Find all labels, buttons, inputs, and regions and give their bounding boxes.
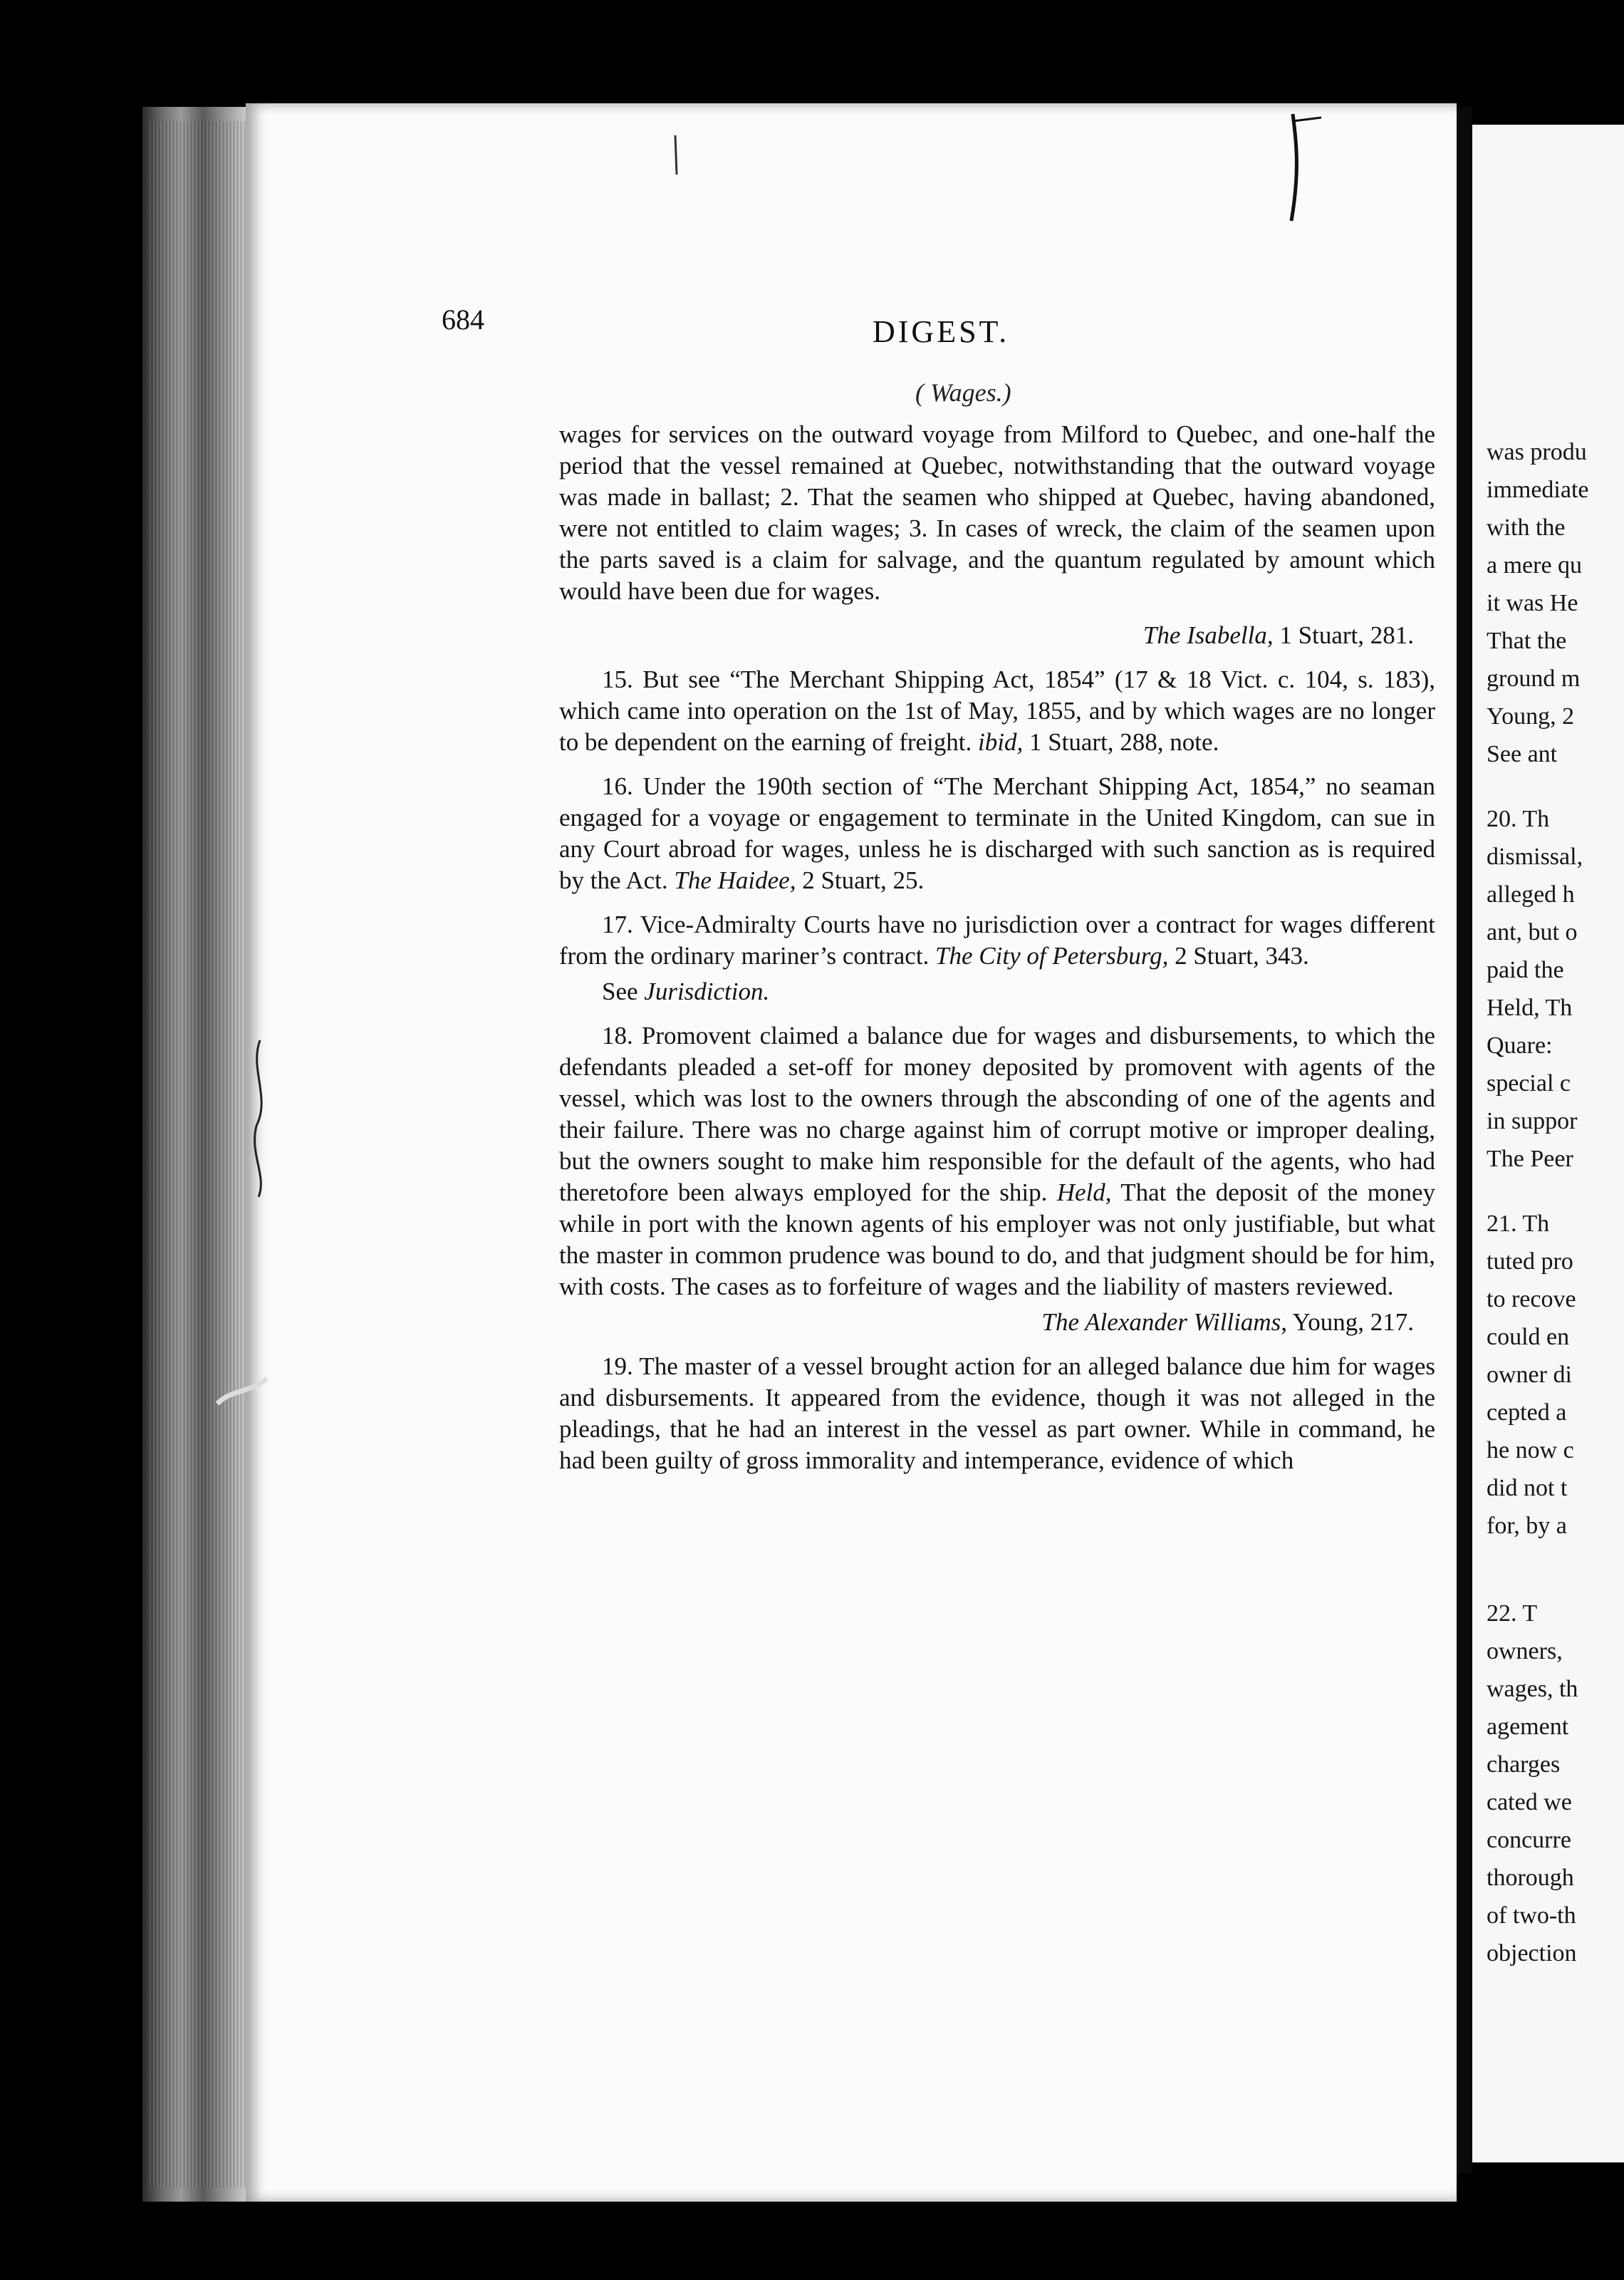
right-page-line: agement <box>1487 1714 1569 1740</box>
held-label: Held, <box>1056 1178 1112 1206</box>
right-page <box>1472 125 1624 2162</box>
paragraph-17 <box>559 909 1435 972</box>
paragraph-text: 17. Vice-Admiralty Courts have no jurisdiction over a contract for wages different from the ordinary mariner’s contract. <box>559 911 1435 970</box>
right-page-line: ant, but o <box>1487 919 1578 945</box>
right-page-line: dismissal, <box>1487 844 1583 870</box>
citation-case: The Alexander Williams, <box>1041 1308 1288 1336</box>
right-page-line: wages, th <box>1487 1676 1578 1702</box>
page-edges <box>150 121 249 2187</box>
right-page-line: That the <box>1487 628 1567 654</box>
right-page-line: owner di <box>1487 1362 1572 1388</box>
citation-ref: Young, 217. <box>1292 1308 1414 1336</box>
right-page-line: cepted a <box>1487 1399 1567 1426</box>
right-page-line: with the <box>1487 514 1566 541</box>
citation <box>559 1307 1435 1338</box>
right-page-line: 22. T <box>1487 1600 1538 1627</box>
citation-case: The City of Petersburg, <box>935 942 1169 970</box>
right-page-line: immediate <box>1487 477 1589 503</box>
right-page-line: could en <box>1487 1324 1570 1350</box>
right-page-line: 21. Th <box>1487 1211 1550 1237</box>
citation-case: The Isabella, <box>1142 621 1274 649</box>
citation-ref: 2 Stuart, 25. <box>802 866 925 894</box>
right-page-line: See ant <box>1487 741 1558 767</box>
right-page-line: it was He <box>1487 590 1578 616</box>
right-page-line: tuted pro <box>1487 1248 1573 1275</box>
held-text: That the deposit of the money while in port with the known agents of his employer was not only justifiable, but what the master in common prudence was bound to do, and that judgment should be for him, with costs. The cases as to forfeiture of wages and the liability of masters reviewed. <box>559 1178 1435 1300</box>
right-page-line: special c <box>1487 1070 1571 1097</box>
right-page-line: ground m <box>1487 665 1581 692</box>
section-head: ( Wages.) <box>915 378 1011 407</box>
paragraph-18 <box>559 1020 1435 1302</box>
right-page-line: did not t <box>1487 1475 1568 1501</box>
digest-body <box>559 419 1435 1489</box>
citation <box>559 620 1435 651</box>
margin-smudge <box>214 1375 271 1411</box>
see-target: Jurisdiction. <box>644 978 770 1005</box>
citation-case: ibid, <box>978 728 1024 756</box>
right-page-line: a mere qu <box>1487 552 1583 579</box>
pen-mark-small <box>670 135 684 178</box>
right-page-line: was produ <box>1487 439 1587 465</box>
right-page-line: to recove <box>1487 1286 1576 1312</box>
paragraph-text: 18. Promovent claimed a balance due for wages and disbursements, to which the defendants pleaded a set-off for money deposited by promovent with agents of the vessel, which was lost to the owners through the absconding of one of the agents and their failure. There was no charge against him of corrupt motive or improper dealing, but the owners sought to make him responsible for the default of the agents, who had theretofore been always employed for the ship. <box>559 1022 1435 1206</box>
right-page-line: objection <box>1487 1940 1577 1966</box>
paragraph-19: 19. The master of a vessel brought action for an alleged balance due him for wages and disbursements. It appeared from the evidence, though it was not alleged in the pleadings, that he had an interest in the vessel as part owner. While in command, he had been guilty of gross immorality and intemperance, evidence of which <box>559 1352 1435 1474</box>
right-page-line: cated we <box>1487 1789 1572 1815</box>
right-page-line: The Peer <box>1487 1146 1573 1172</box>
right-page-line: concurre <box>1487 1827 1571 1853</box>
right-page-line: thorough <box>1487 1865 1574 1891</box>
pen-mark-top <box>1271 114 1328 228</box>
citation-case: The Haidee, <box>674 866 796 894</box>
running-head: DIGEST. <box>873 314 1010 349</box>
right-page-line: Young, 2 <box>1487 703 1575 730</box>
right-page-line: he now c <box>1487 1437 1574 1463</box>
right-page-line: paid the <box>1487 957 1564 983</box>
paragraph-text: 16. Under the 190th section of “The Merchant Shipping Act, 1854,” no seaman engaged for a voyage or engagement to terminate in the United Kingdom, can sue in any Court abroad for wages, unless he is discharged with such sanction as is required by the Act. <box>559 772 1435 894</box>
right-page-line: for, by a <box>1487 1513 1567 1539</box>
right-page-line: Quare: <box>1487 1032 1553 1059</box>
page-gutter <box>1457 107 1472 2173</box>
right-page-line: alleged h <box>1487 881 1575 908</box>
citation-ref: 1 Stuart, 281. <box>1279 621 1414 649</box>
paragraph-continuation: wages for services on the outward voyage from Milford to Quebec, and one-half the period that the vessel remained at Quebec, notwithstanding that the outward voyage was made in ballast; 2. That the seamen who shipped at Quebec, having abandoned, were not entitled to claim wages; 3. In cases of wreck, the claim of the seamen upon the parts saved is a claim for salvage, and the quantum regulated by amount which would have been due for wages. <box>559 420 1435 605</box>
paragraph-16 <box>559 771 1435 896</box>
see-reference <box>559 976 1435 1007</box>
margin-squiggle <box>246 1040 274 1197</box>
right-page-line: Held, Th <box>1487 995 1573 1021</box>
see-label: See <box>602 978 638 1005</box>
citation-ref: 1 Stuart, 288, note. <box>1029 728 1219 756</box>
right-page-line: charges <box>1487 1751 1561 1778</box>
right-page-line: 20. Th <box>1487 806 1550 832</box>
right-page-line: owners, <box>1487 1638 1563 1664</box>
paragraph-15 <box>559 664 1435 758</box>
page-number: 684 <box>442 304 484 336</box>
right-page-line: in suppor <box>1487 1108 1578 1134</box>
paragraph-text: 15. But see “The Merchant Shipping Act, 1854” (17 & 18 Vict. c. 104, s. 183), which came into operation on the 1st of May, 1855, and by which wages are no longer to be dependent on the earning of freight. <box>559 665 1435 756</box>
right-page-line: of two-th <box>1487 1902 1576 1929</box>
citation-ref: 2 Stuart, 343. <box>1175 942 1309 970</box>
